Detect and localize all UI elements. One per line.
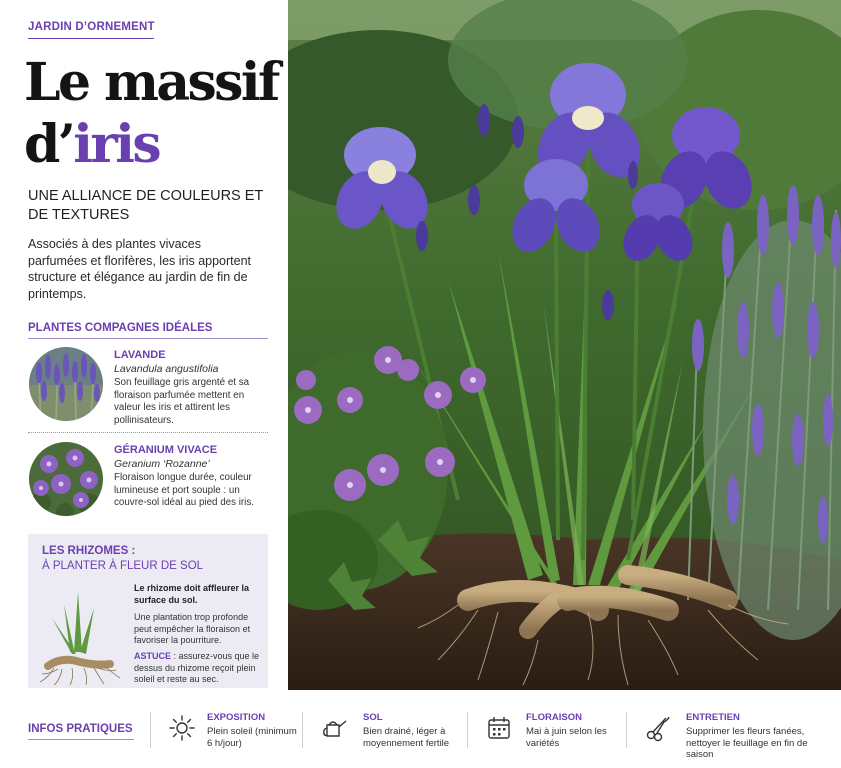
pruning-shears-icon <box>644 714 672 742</box>
page-title <box>24 52 278 176</box>
companion-name: LAVANDE <box>114 349 166 361</box>
companions-title: PLANTES COMPAGNES IDÉALES <box>28 322 213 334</box>
companion-latin-name: Lavandula angustifolia <box>114 363 219 375</box>
info-separator <box>626 712 627 748</box>
practical-info-divider <box>28 739 134 740</box>
tip-label: ASTUCE <box>134 651 172 661</box>
info-label: ENTRETIEN <box>686 712 740 723</box>
rhizome-box-subtitle: À PLANTER À FLEUR DE SOL <box>42 560 204 572</box>
info-separator <box>302 712 303 748</box>
rhizome-warning: Une plantation trop profonde peut empêcher la floraison et favoriser la pourriture. <box>134 612 251 645</box>
title-prefix: d’ <box>24 114 74 175</box>
companions-divider <box>28 338 268 339</box>
calendar-icon <box>485 714 513 742</box>
watering-can-icon <box>320 714 348 742</box>
info-label: EXPOSITION <box>207 712 266 723</box>
rhizome-key-point: Le rhizome doit affleurer la surface du sol. <box>134 583 250 605</box>
intro-paragraph: Associés à des plantes vivaces parfumées et florifères, les iris apportent structure et élégance au jardin de fin de printemps. <box>28 237 252 301</box>
companion-latin-name: Geranium ‘Rozanne’ <box>114 458 210 470</box>
rhizome-info-box <box>28 534 268 688</box>
kicker: JARDIN D’ORNEMENT <box>28 21 155 33</box>
title-line1: Le massif <box>24 52 278 113</box>
info-text: Bien drainé, léger à moyennement fertile <box>363 726 450 749</box>
title-accent: iris <box>73 114 160 175</box>
practical-info-title: INFOS PRATIQUES <box>28 723 133 735</box>
left-column <box>0 0 288 690</box>
practical-info-bar <box>0 690 841 768</box>
info-text: Mai à juin selon les variétés <box>526 726 607 749</box>
info-separator <box>467 712 468 748</box>
rhizome-box-title: LES RHIZOMES : <box>42 545 136 557</box>
info-label: FLORAISON <box>526 712 582 723</box>
subtitle: UNE ALLIANCE DE COULEURS ET DE TEXTURES <box>28 188 264 223</box>
companion-name: GÉRANIUM VIVACE <box>114 444 218 456</box>
rhizome-tip <box>134 651 262 686</box>
rhizome-illustration <box>28 574 134 686</box>
iris-bed-illustration <box>288 0 841 690</box>
companion-description: Son feuillage gris argenté et sa floraison parfumée mettent en valeur les iris et attirent les pollinisateurs. <box>114 377 250 426</box>
info-text: Plein soleil (minimum 6 h/jour) <box>207 726 297 749</box>
geranium-thumbnail <box>29 442 103 516</box>
tip-text: : assurez-vous que le dessus du rhizome reçoit plein soleil et reste au sec. <box>134 651 260 684</box>
companion-description: Floraison longue durée, couleur lumineuse et port souple : un couvre-sol idéal au pied des iris. <box>114 472 254 509</box>
info-label: SOL <box>363 712 383 723</box>
info-separator <box>150 712 151 748</box>
lavender-thumbnail <box>29 347 103 421</box>
kicker-divider <box>28 38 154 39</box>
sun-icon <box>168 714 196 742</box>
info-text: Supprimer les fleurs fanées, nettoyer le feuillage en fin de saison <box>686 726 808 760</box>
companions-dotted-divider <box>28 432 268 433</box>
